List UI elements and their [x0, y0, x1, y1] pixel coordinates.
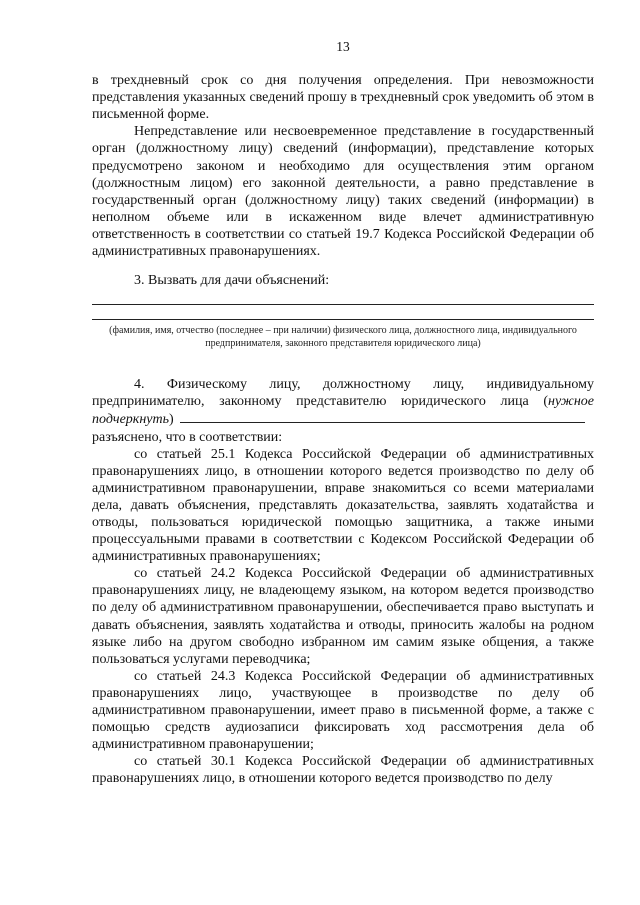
article-25-1: со статьей 25.1 Кодекса Российской Федерации об административных правонарушениях лицо, в отношении которого ведется производство по делу об административном правонарушении, вправе знакомиться со всеми материалами дела, давать объяснения, представлять доказательства, заявлять ходатайства и отводы, пользоваться юридической помощью защитника, а также иными процессуальными правами в соответствии с Кодексом Российской Федерации об административных правонарушениях; [92, 446, 594, 565]
warning-paragraph: Непредставление или несвоевременное представление в государственный орган (должностному лицу) сведений (информации), представление которых предусмотрено законом и необходимо для осуществления этим органом (должностным лицом) его законной деятельности, а равно представление в государственный орган (должностному лицу) таких сведений (информации) в неполном объеме или в искаженном виде влечет административную ответственность в соответствии со статьей 19.7 Кодекса Российской Федерации об административных правонарушениях. [92, 124, 594, 260]
spacer [92, 350, 594, 376]
article-24-2: со статьей 24.2 Кодекса Российской Федерации об административных правонарушениях лицу, не владеющему языком, на котором ведется производство по делу об административном правонарушении, обеспечивается право выступать и давать объяснения, заявлять ходатайства и отводы, приносить жалобы на родном языке либо на другом свободно избранном им самим языке общения, а также пользоваться услугами переводчика; [92, 566, 594, 667]
intro-paragraph: в трехдневный срок со дня получения определения. При невозможности представления указанных сведений прошу в трехдневный срок уведомить об этом в письменной форме. [92, 73, 594, 123]
item4-paragraph [92, 376, 594, 428]
name-field-caption: (фамилия, имя, отчество (последнее – при наличии) физического лица, должностного лица, индивидуального предпринимателя, законного представителя юридического лица) [109, 325, 577, 350]
name-blank-line-1[interactable] [92, 290, 594, 305]
item4-text: 4. Физическому лицу, должностному лицу, индивидуальному предпринимателю, законному представителю юридического лица ( [92, 377, 594, 410]
article-30-1: со статьей 30.1 Кодекса Российской Федерации об административных правонарушениях лицо, в отношении которого ведется производство по делу [92, 754, 594, 787]
spacer [92, 260, 594, 272]
item4-close-paren: ) [168, 412, 174, 428]
item3-label: 3. Вызвать для дачи объяснений: [134, 273, 330, 289]
name-blank-line-2[interactable] [92, 305, 594, 320]
item4-blank-line[interactable] [180, 410, 585, 423]
item4-continuation: разъяснено, что в соответствии: [92, 429, 283, 445]
article-24-3: со статьей 24.3 Кодекса Российской Федерации об административных правонарушениях лицо, участвующее в производстве по делу об административном правонарушении, имеет право в письменной форме, а также с помощью средств аудиозаписи фиксировать ход рассмотрения дела об административном правонарушении; [92, 668, 594, 753]
page-number: 13 [336, 39, 350, 54]
item4-italic-note: нужное подчеркнуть [92, 394, 594, 428]
